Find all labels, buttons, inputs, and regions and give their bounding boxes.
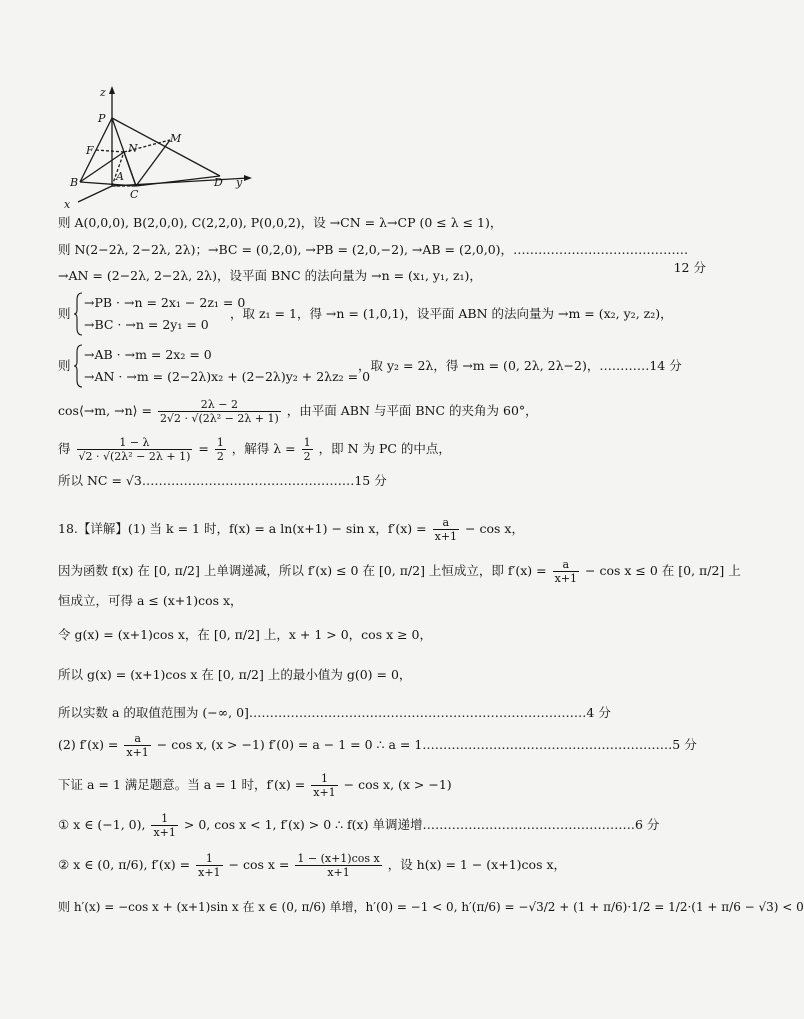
sys1-row2: →BC · →n = 2y₁ = 0: [84, 317, 209, 332]
dots: ……………………………………………: [422, 817, 635, 832]
dots: ……………………………………………………: [422, 737, 673, 752]
nc-line: [58, 472, 706, 490]
fraction: [311, 772, 337, 799]
q18-text: 18.【详解】(1) 当 k = 1 时，f(x) = a ln(x+1) − sin x，f′(x) =: [58, 521, 427, 536]
numerator: a: [124, 732, 150, 746]
fig-label-n: N: [128, 142, 138, 155]
q18-min-g: 所以 g(x) = (x+1)cos x 在 [0, π/2] 上的最小值为 g(0) = 0，: [58, 667, 412, 682]
system-abn: [58, 344, 682, 390]
score-12: 12 分: [673, 260, 706, 275]
fraction-2: [295, 852, 381, 879]
denominator: x+1: [313, 786, 336, 799]
fig-label-m: M: [170, 132, 182, 145]
q2-1a: (2) f′(x) =: [58, 737, 119, 752]
dots: ………………………………………………………………………: [248, 705, 587, 720]
q2-4b: − cos x =: [228, 857, 290, 872]
lambda-fraction: [77, 436, 193, 463]
coords-line: 则 A(0,0,0), B(2,0,0), C(2,2,0), P(0,0,2)，设 →CN = λ→CP (0 ≤ λ ≤ 1)，: [58, 215, 503, 230]
denominator: x+1: [554, 572, 578, 585]
sys2-lead: 则: [58, 358, 71, 373]
an-normal-line: →AN = (2−2λ, 2−2λ, 2λ)，设平面 BNC 的法向量为 →n = (x₁, y₁, z₁)，: [58, 268, 482, 283]
fig-label-d: D: [214, 176, 223, 189]
sys1-tail: ，取 z₁ = 1，得 →n = (1,0,1)，设平面 ABN 的法向量为 →m = (x₂, y₂, z₂)，: [230, 306, 673, 321]
sys1-rows: [84, 292, 245, 336]
numerator: 1: [311, 772, 337, 786]
score-6: 6 分: [634, 817, 660, 832]
q18-monotone: [58, 556, 741, 586]
half-fraction-2: [302, 436, 313, 463]
pyramid-figure: [52, 82, 262, 210]
get-lead: 得: [58, 441, 71, 456]
denominator: x+1: [434, 530, 458, 543]
fraction: [124, 732, 150, 759]
score-5: 5 分: [672, 737, 697, 752]
system-bnc: [58, 292, 678, 338]
fraction: [196, 852, 222, 879]
get-tail1: ，解得 λ =: [231, 441, 296, 456]
numerator: 1: [303, 436, 311, 449]
q2-2b: − cos x, (x > −1): [343, 777, 452, 792]
score-4: 4 分: [586, 705, 611, 720]
cos-line: [58, 394, 706, 428]
q2-1b: − cos x, (x > −1) f′(0) = a − 1 = 0 ∴ a = 1: [156, 737, 423, 752]
dots: ……………………………………………: [141, 473, 355, 488]
sys2-rows: [84, 344, 370, 388]
denominator: √2 · √(2λ² − 2λ + 1): [78, 450, 191, 463]
dots: ……………………………………: [513, 242, 689, 257]
q18-range: [58, 704, 706, 722]
dots: …………: [599, 358, 650, 373]
q2-3b: > 0, cos x < 1, f′(x) > 0 ∴ f(x) 单调递增: [183, 817, 423, 832]
fraction: [553, 558, 579, 585]
vectors-text: 则 N(2−2λ, 2−2λ, 2λ)；→BC = (0,2,0), →PB = (2,0,−2), →AB = (2,0,0)，: [58, 242, 514, 257]
q18-header: [58, 514, 706, 544]
cos-lead: cos⟨→m, →n⟩ =: [58, 403, 152, 418]
q18-2b: − cos x ≤ 0 在 [0, π/2] 上: [585, 563, 741, 578]
q18-inequality: 恒成立，可得 a ≤ (x+1)cos x，: [58, 593, 243, 608]
q2-derivative: [58, 730, 706, 760]
q2-case2: [58, 850, 706, 880]
numerator: 1: [196, 852, 222, 866]
fig-label-f: F: [86, 144, 94, 157]
q18-define-g: 令 g(x) = (x+1)cos x，在 [0, π/2] 上，x + 1 > 0，cos x ≥ 0，: [58, 627, 433, 642]
denominator: x+1: [198, 866, 221, 879]
get-tail2: ，即 N 为 PC 的中点，: [318, 441, 451, 456]
denominator: 2: [216, 450, 224, 463]
q18-2a: 因为函数 f(x) 在 [0, π/2] 上单调递减，所以 f′(x) ≤ 0 在 [0, π/2] 上恒成立，即 f′(x) =: [58, 563, 547, 578]
fig-label-b: B: [70, 176, 79, 189]
denominator: x+1: [126, 746, 149, 759]
fig-label-c: C: [130, 188, 139, 201]
denominator: x+1: [153, 826, 176, 839]
fraction: [151, 812, 177, 839]
numerator: 1: [151, 812, 177, 826]
score-15: 15 分: [354, 473, 387, 488]
q2-4c: ，设 h(x) = 1 − (x+1)cos x，: [387, 857, 567, 872]
sys2-tail-wrap: [358, 356, 682, 374]
left-brace: [74, 344, 84, 388]
q2-4a: ② x ∈ (0, π/6), f′(x) =: [58, 857, 191, 872]
q18-tail: − cos x，: [465, 521, 524, 536]
solve-lambda-line: [58, 432, 706, 466]
sys2-row1: →AB · →m = 2x₂ = 0: [84, 347, 212, 362]
equals: =: [198, 441, 209, 456]
left-brace: [74, 292, 84, 336]
numerator: 1: [216, 436, 224, 449]
sys1-lead: 则: [58, 306, 71, 321]
fig-label-a: A: [116, 170, 124, 183]
nc-text: 所以 NC = √3: [58, 473, 142, 488]
numerator: 2λ − 2: [158, 398, 281, 412]
q2-case1: [58, 810, 706, 840]
fig-label-y: y: [236, 176, 243, 189]
fig-label-x: x: [64, 198, 71, 211]
cos-tail: ，由平面 ABN 与平面 BNC 的夹角为 60°，: [286, 403, 538, 418]
denominator: 2√2 · √(2λ² − 2λ + 1): [159, 412, 279, 425]
sys2-row2: →AN · →m = (2−2λ)x₂ + (2−2λ)y₂ + 2λz₂ = 0: [84, 369, 371, 384]
sys2-tail: ，取 y₂ = 2λ，得 →m = (0, 2λ, 2λ−2)，: [358, 358, 600, 373]
fig-label-p: P: [98, 112, 106, 125]
q2-verify: [58, 770, 706, 800]
fig-label-z: z: [100, 86, 106, 99]
half-fraction: [215, 436, 226, 463]
sys1-row1: →PB · →n = 2x₁ − 2z₁ = 0: [84, 295, 246, 310]
q2-h-derivative: 则 h′(x) = −cos x + (x+1)sin x 在 x ∈ (0, π/6) 单增，h′(0) = −1 < 0, h′(π/6) = −√3/2 + (1 + π/6)·1/2 = 1/2·(1 + π/6 − √3) < 0: [58, 900, 804, 914]
numerator: a: [433, 516, 459, 530]
q2-2a: 下证 a = 1 满足题意。当 a = 1 时，f′(x) =: [58, 777, 306, 792]
numerator: 1 − (x+1)cos x: [297, 852, 380, 865]
cos-fraction: [158, 398, 281, 425]
fraction: [433, 516, 459, 543]
numerator: 1 − λ: [77, 436, 193, 450]
score-14: 14 分: [649, 358, 682, 373]
numerator: a: [553, 558, 579, 572]
denominator: x+1: [327, 866, 350, 879]
denominator: 2: [303, 450, 311, 463]
q2-3a: ① x ∈ (−1, 0),: [58, 817, 146, 832]
range-text: 所以实数 a 的取值范围为 (−∞, 0]: [58, 705, 249, 720]
